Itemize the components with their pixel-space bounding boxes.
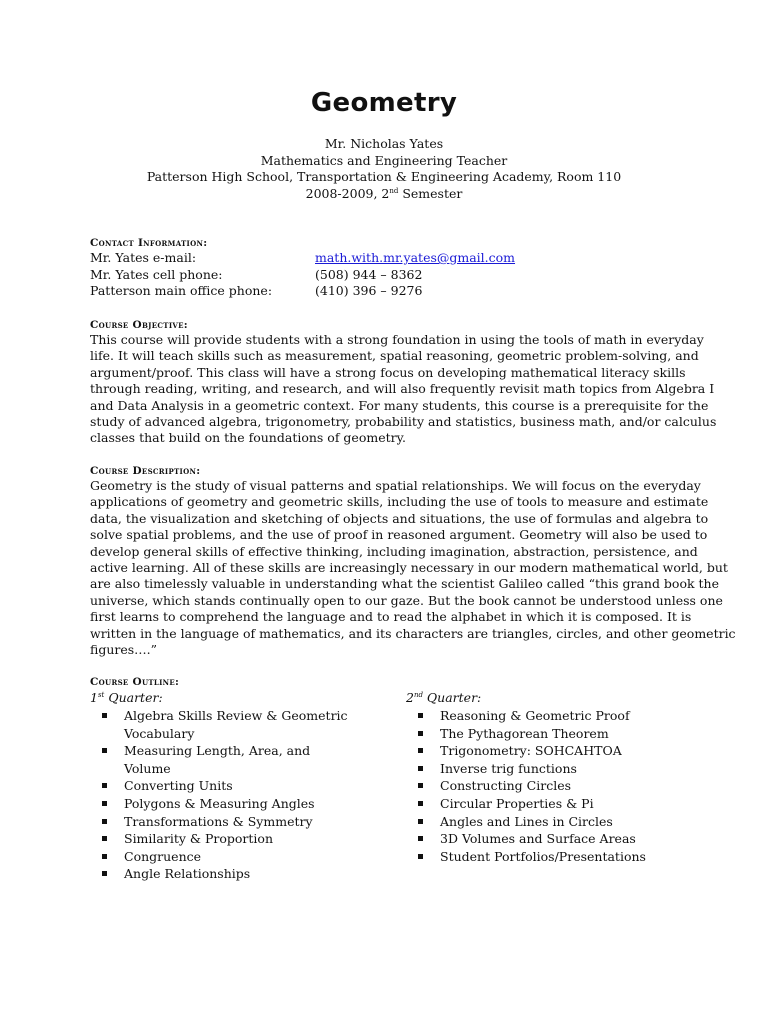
contact-row-office xyxy=(90,283,680,300)
semester-ordinal: nd xyxy=(389,186,399,195)
outline-heading: Course Outline: xyxy=(90,676,180,688)
office-phone-label: Patterson main office phone: xyxy=(90,283,273,298)
description-line: are also timelessly valuable in understanding what the scientist Galileo called “this grand book the xyxy=(90,576,720,592)
description-line: active learning. All of these skills are increasingly necessary in our modern mathematical world, but xyxy=(90,560,728,576)
description-line: develop general skills of effective thinking, including imagination, abstraction, persistence, and xyxy=(90,543,698,559)
list-item: Reasoning & Geometric Proof xyxy=(406,707,706,725)
objective-line: classes that build on the foundations of geometry. xyxy=(90,430,406,446)
list-item: Angle Relationships xyxy=(90,865,350,883)
list-item: Polygons & Measuring Angles xyxy=(90,795,350,813)
objective-line: through reading, writing, and research, and will also frequently revisit math topics from Algebra I xyxy=(90,381,715,397)
description-line: figures….” xyxy=(90,642,158,658)
email-link[interactable]: math.with.mr.yates@gmail.com xyxy=(315,250,516,265)
list-item: Inverse trig functions xyxy=(406,760,706,778)
school-info: Patterson High School, Transportation & Engineering Academy, Room 110 xyxy=(146,169,622,184)
quarter-1 xyxy=(90,690,350,883)
description-heading: Course Description: xyxy=(90,465,201,477)
cell-phone-value: (508) 944 – 8362 xyxy=(315,266,423,282)
objective-line: study of advanced algebra, trigonometry, probability and statistics, business math, and/or calculus xyxy=(90,414,717,430)
quarter-1-heading xyxy=(90,690,350,706)
quarter-2-list xyxy=(406,707,706,865)
description-line: first learns to comprehend the language and to read the alphabet in which it is composed. It is xyxy=(90,609,692,625)
quarter-2-ordinal: nd xyxy=(413,691,423,699)
contact-row-cell xyxy=(90,267,680,284)
semester-info xyxy=(0,186,768,203)
list-item: Trigonometry: SOHCAHTOA xyxy=(406,742,706,760)
teacher-role: Mathematics and Engineering Teacher xyxy=(260,152,508,168)
contact-row-email xyxy=(90,250,680,267)
teacher-name: Mr. Nicholas Yates xyxy=(324,136,444,151)
page-title: Geometry xyxy=(310,88,458,118)
course-header xyxy=(0,136,768,202)
quarter-1-label: Quarter: xyxy=(104,690,163,705)
cell-phone-label: Mr. Yates cell phone: xyxy=(90,266,223,282)
contact-heading: Contact Information: xyxy=(90,237,208,249)
list-item: Converting Units xyxy=(90,777,350,795)
quarter-1-ordinal: st xyxy=(97,691,105,699)
description-paragraph xyxy=(90,478,736,658)
quarter-2-label: Quarter: xyxy=(422,690,482,705)
contact-section xyxy=(90,236,680,300)
description-line: universe, which stands continually open to our gaze. But the book cannot be understood unless one xyxy=(90,592,723,608)
semester-year: 2008-2009, 2 xyxy=(305,185,390,201)
list-item: Congruence xyxy=(90,848,350,866)
quarter-2-num: 2 xyxy=(406,690,414,705)
quarter-1-list xyxy=(90,707,350,883)
objective-line: argument/proof. This class will have a strong focus on developing mathematical literacy skills xyxy=(90,364,686,380)
semester-label: Semester xyxy=(398,185,463,201)
objective-line: life. It will teach skills such as measurement, spatial reasoning, geometric problem-solving, and xyxy=(90,348,699,364)
description-line: Geometry is the study of visual patterns and spatial relationships. We will focus on the everyday xyxy=(90,478,701,493)
list-item: Circular Properties & Pi xyxy=(406,795,706,813)
objective-line: and Data Analysis in a geometric context. For many students, this course is a prerequisite for the xyxy=(90,397,709,413)
list-item: Student Portfolios/Presentations xyxy=(406,848,706,866)
quarter-1-num: 1 xyxy=(90,690,98,705)
objective-line: This course will provide students with a strong foundation in using the tools of math in everyday xyxy=(90,332,704,347)
description-line: applications of geometry and geometric skills, including the use of tools to measure and estimate xyxy=(90,494,709,510)
description-line: data, the visualization and sketching of objects and situations, the use of formulas and algebra to xyxy=(90,510,709,526)
list-item: Measuring Length, Area, and Volume xyxy=(90,742,350,777)
description-line: solve spatial problems, and the use of proof in reasoned argument. Geometry will also be used to xyxy=(90,527,708,543)
email-label: Mr. Yates e-mail: xyxy=(90,250,197,265)
list-item: 3D Volumes and Surface Areas xyxy=(406,830,706,848)
quarter-2-heading xyxy=(406,690,706,706)
list-item: Similarity & Proportion xyxy=(90,830,350,848)
office-phone-value: (410) 396 – 9276 xyxy=(315,283,423,298)
list-item: Constructing Circles xyxy=(406,777,706,795)
objective-heading: Course Objective: xyxy=(90,319,188,331)
outline-section xyxy=(90,675,680,689)
list-item: The Pythagorean Theorem xyxy=(406,725,706,743)
quarter-2 xyxy=(406,690,706,865)
list-item: Angles and Lines in Circles xyxy=(406,813,706,831)
list-item: Algebra Skills Review & Geometric Vocabulary xyxy=(90,707,350,742)
list-item: Transformations & Symmetry xyxy=(90,813,350,831)
description-line: written in the language of mathematics, and its characters are triangles, circles, and other geometric xyxy=(90,625,736,641)
description-section xyxy=(90,464,736,658)
objective-paragraph xyxy=(90,332,717,447)
objective-section xyxy=(90,318,717,447)
